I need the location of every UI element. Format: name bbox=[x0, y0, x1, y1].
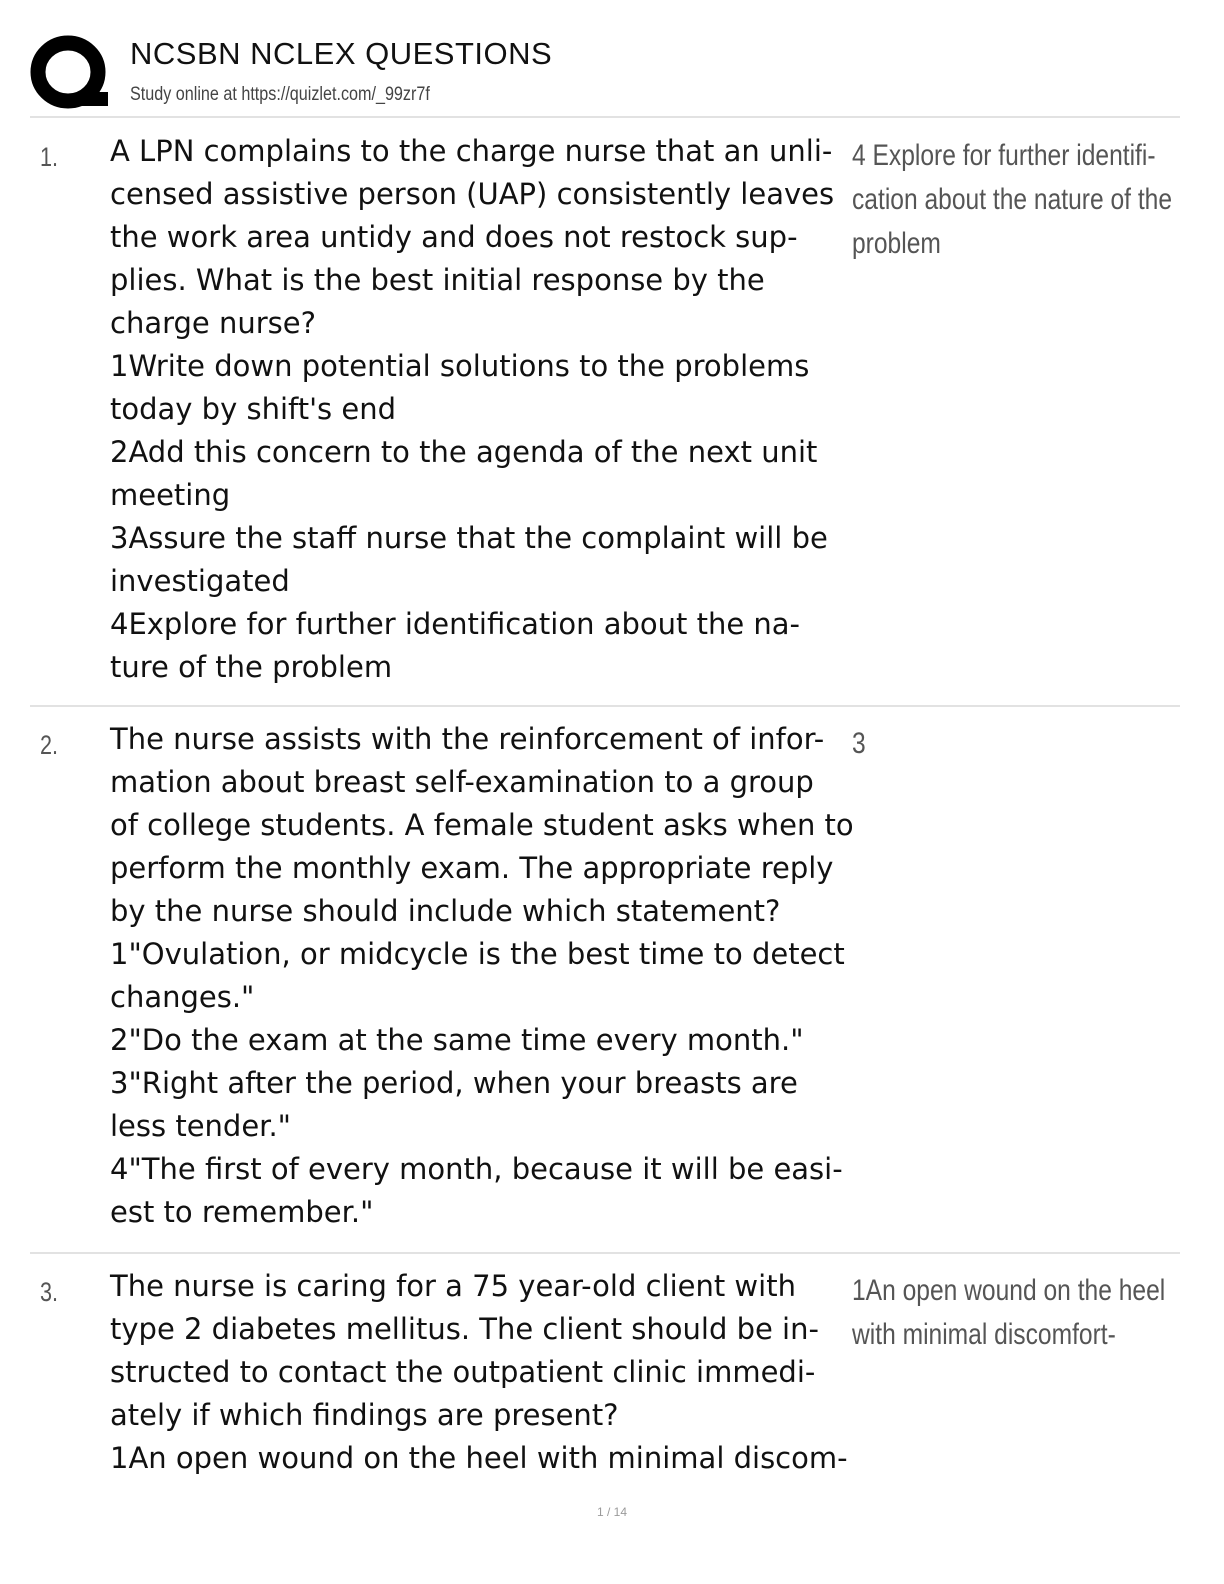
flashcard-2 bbox=[30, 718, 1180, 1254]
question-line: 1Write down potential solutions to the problems bbox=[110, 349, 810, 383]
question-line: changes." bbox=[110, 980, 255, 1014]
question-line: structed to contact the outpatient clinic immedi- bbox=[110, 1355, 816, 1389]
question-line: the work area untidy and does not restock sup- bbox=[110, 220, 798, 254]
question-line: today by shift's end bbox=[110, 392, 397, 426]
answer-line: 1An open wound on the heel bbox=[852, 1274, 1166, 1307]
question-line: 4Explore for further identification about the na- bbox=[110, 607, 801, 641]
answer-line: 3 bbox=[852, 727, 866, 760]
flashcard-3 bbox=[30, 1265, 1180, 1485]
question-line: less tender." bbox=[110, 1109, 291, 1143]
answer-line: with minimal discomfort- bbox=[852, 1318, 1116, 1351]
study-online-link[interactable]: Study online at https://quizlet.com/_99zr7f bbox=[130, 84, 430, 105]
question-line: The nurse is caring for a 75 year-old client with bbox=[110, 1269, 796, 1303]
card-answer bbox=[852, 134, 1172, 266]
question-line: censed assistive person (UAP) consistently leaves bbox=[110, 177, 835, 211]
quizlet-q-logo-icon bbox=[30, 34, 112, 114]
card-number: 3. bbox=[40, 1277, 59, 1307]
card-question bbox=[110, 718, 854, 1234]
card-number: 1. bbox=[40, 142, 59, 172]
question-line: 1"Ovulation, or midcycle is the best time to detect bbox=[110, 937, 845, 971]
question-line: of college students. A female student asks when to bbox=[110, 808, 854, 842]
question-line: meeting bbox=[110, 478, 231, 512]
flashcard-1 bbox=[30, 130, 1180, 707]
page-indicator: 1 / 14 bbox=[596, 1505, 628, 1519]
card-answer bbox=[852, 722, 866, 766]
answer-line: cation about the nature of the bbox=[852, 183, 1173, 216]
question-line: 2Add this concern to the agenda of the next unit bbox=[110, 435, 818, 469]
question-line: investigated bbox=[110, 564, 290, 598]
card-question bbox=[110, 1265, 850, 1480]
question-line: type 2 diabetes mellitus. The client should be in- bbox=[110, 1312, 819, 1346]
document-title: NCSBN NCLEX QUESTIONS bbox=[130, 36, 553, 71]
question-line: 1An open wound on the heel with minimal discom- bbox=[110, 1441, 848, 1475]
question-line: by the nurse should include which statement? bbox=[110, 894, 781, 928]
question-line: est to remember." bbox=[110, 1195, 374, 1229]
question-line: plies. What is the best initial response by the bbox=[110, 263, 765, 297]
card-number: 2. bbox=[40, 730, 59, 760]
question-line: The nurse assists with the reinforcement of infor- bbox=[110, 722, 825, 756]
question-line: 3"Right after the period, when your breasts are bbox=[110, 1066, 798, 1100]
question-line: ately if which findings are present? bbox=[110, 1398, 619, 1432]
card-answer bbox=[852, 1269, 1165, 1357]
answer-line: problem bbox=[852, 227, 941, 260]
question-line: A LPN complains to the charge nurse that an unli- bbox=[110, 134, 833, 168]
question-line: 2"Do the exam at the same time every month." bbox=[110, 1023, 804, 1057]
document-header bbox=[30, 30, 1180, 118]
question-line: 4"The first of every month, because it will be easi- bbox=[110, 1152, 843, 1186]
card-question bbox=[110, 130, 850, 689]
question-line: ture of the problem bbox=[110, 650, 393, 684]
question-line: perform the monthly exam. The appropriate reply bbox=[110, 851, 834, 885]
question-line: mation about breast self-examination to a group bbox=[110, 765, 814, 799]
question-line: 3Assure the staff nurse that the complaint will be bbox=[110, 521, 828, 555]
answer-line: 4 Explore for further identifi- bbox=[852, 139, 1156, 172]
question-line: charge nurse? bbox=[110, 306, 317, 340]
